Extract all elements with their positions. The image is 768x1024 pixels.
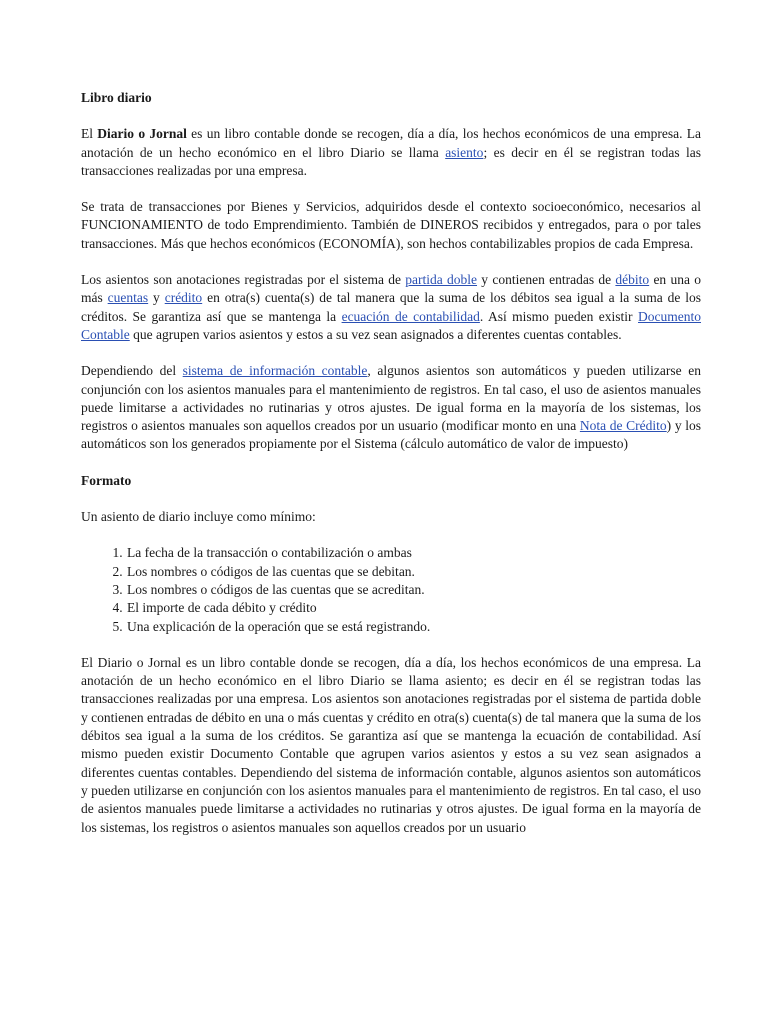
list-item: 5. Una explicación de la operación que se está registrando.: [126, 618, 701, 636]
text: y: [148, 290, 165, 306]
link-cuentas[interactable]: cuentas: [107, 290, 149, 306]
section-title: Formato: [81, 472, 132, 488]
link-ecuacion-contabilidad[interactable]: ecuación de contabilidad: [341, 308, 480, 324]
text: ) y los automáticos son los generados propiamente por el Sistema (cálculo automático de valor de impuesto): [81, 418, 701, 452]
link-asiento[interactable]: asiento: [445, 144, 484, 160]
document-page: [81, 89, 701, 837]
text: ; es decir en él se registran todas las transacciones realizadas por una empresa.: [81, 144, 701, 178]
text: es un libro contable donde se recogen, día a día, los hechos económicos de una empresa. La anotación de un hecho económico en el libro Diario se llama: [81, 126, 702, 160]
text: . Así mismo pueden existir: [479, 308, 638, 324]
text: en una o más: [81, 272, 701, 306]
text: Dependiendo del: [81, 363, 183, 379]
link-credito[interactable]: crédito: [164, 290, 203, 306]
text: y contienen entradas de: [477, 272, 616, 288]
text: que agrupen varios asientos y estos a su vez sean asignados a diferentes cuentas contables.: [129, 326, 622, 342]
text: Los asientos son anotaciones registradas por el sistema de: [81, 272, 406, 288]
text: El: [81, 126, 98, 142]
list-item: 4. El importe de cada débito y crédito: [126, 599, 701, 617]
text: en otra(s) cuenta(s) de tal manera que la suma de los débitos sea igual a la suma de los créditos. Se garantiza así que se mantenga la: [81, 290, 701, 324]
list-item: 3. Los nombres o códigos de las cuentas que se acreditan.: [126, 581, 701, 599]
format-list: [81, 544, 701, 635]
paragraph-formato-intro: Un asiento de diario incluye como mínimo:: [81, 509, 316, 525]
list-item: 1. La fecha de la transacción o contabilización o ambas: [126, 544, 701, 562]
link-documento-contable[interactable]: Documento Contable: [81, 308, 701, 342]
list-item: 2. Los nombres o códigos de las cuentas que se debitan.: [126, 563, 701, 581]
link-partida-doble[interactable]: partida doble: [405, 272, 478, 288]
link-nota-de-credito[interactable]: Nota de Crédito: [579, 418, 667, 434]
bold-term: Diario o Jornal: [97, 126, 187, 142]
paragraph-sistema: [81, 362, 701, 453]
paragraph-transacciones: Se trata de transacciones por Bienes y Servicios, adquiridos desde el contexto socioeconómico, necesarios al FUNCIONAMIENTO de todo Emprendimiento. También de DINEROS recibidos y entregados, para o por tales transacciones. Más que hechos económicos (ECONOMÍA), son hechos contabilizables propios de cada Empresa.: [81, 199, 701, 251]
page-title: Libro diario: [81, 90, 152, 105]
paragraph-summary: El Diario o Jornal es un libro contable donde se recogen, día a día, los hechos económicos de una empresa. La anotación de un hecho económico en el libro Diario se llama asiento; es decir en él se registran todas las transacciones realizadas por una empresa. Los asientos son anotaciones registradas por el sistema de partida doble y contienen entradas de débito en una o más cuentas y crédito en otra(s) cuenta(s) de tal manera que la suma de los débitos sea igual a la suma de los créditos. Se garantiza así que se mantenga la ecuación de contabilidad. Así mismo pueden existir Documento Contable que agrupen varios asientos y estos a su vez sean asignados a diferentes cuentas contables. Dependiendo del sistema de información contable, algunos asientos son automáticos y pueden utilizarse en conjunción con los asientos manuales para el mantenimiento de registros. En tal caso, el uso de asientos manuales puede limitarse a actividades no rutinarias y otros ajustes. De igual forma en la mayoría de los sistemas, los registros o asientos manuales son aquellos creados por un usuario: [81, 654, 702, 835]
paragraph-intro: [81, 125, 701, 180]
link-debito[interactable]: débito: [615, 272, 650, 288]
link-sistema-informacion-contable[interactable]: sistema de información contable: [182, 363, 368, 379]
paragraph-asientos: [81, 271, 701, 344]
text: , algunos asientos son automáticos y pueden utilizarse en conjunción con los asientos manuales para el mantenimiento de registros. En tal caso, el uso de asientos manuales puede limitarse a actividades no rutinarias y otros ajustes. De igual forma en la mayoría de los sistemas, los registros o asientos manuales son aquellos creados por un usuario (modificar monto en una: [81, 363, 701, 434]
